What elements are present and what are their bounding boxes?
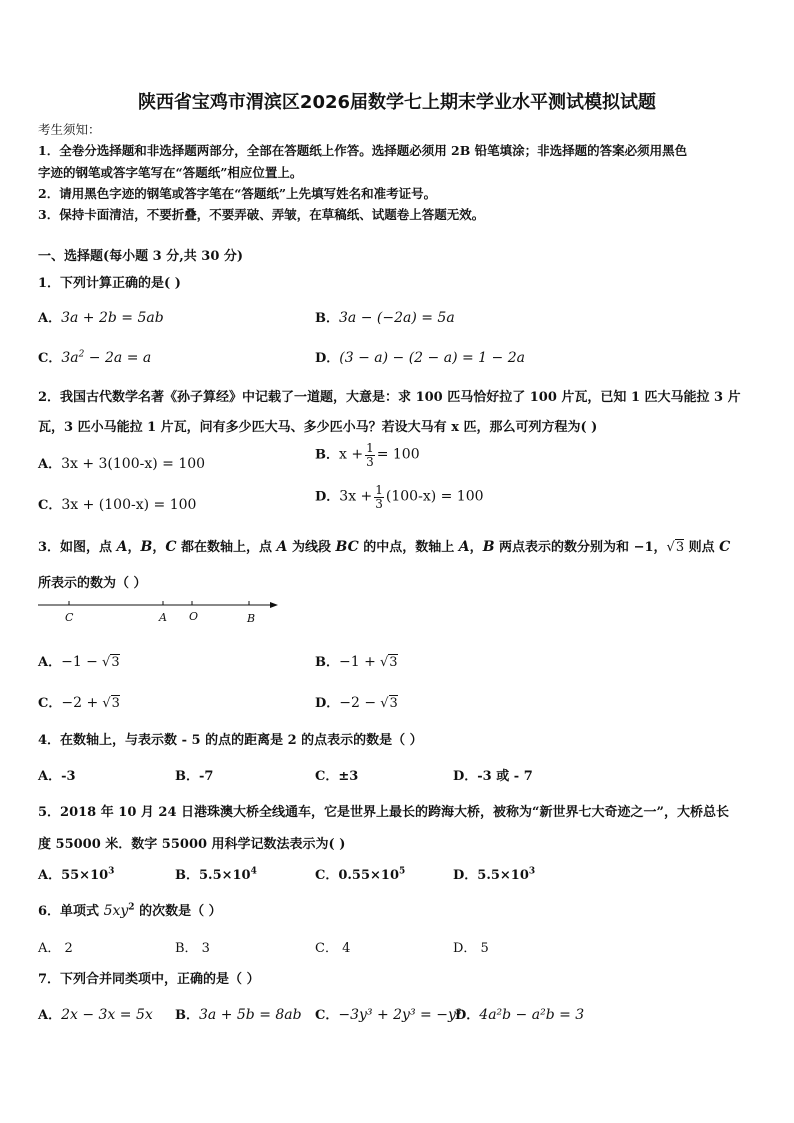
q3-c-root: 3 xyxy=(111,696,120,711)
q7-option-b: B．3a + 5b = 8ab xyxy=(175,1007,302,1023)
number-line-figure xyxy=(30,596,290,628)
page-title: 陕西省宝鸡市渭滨区2026届数学七上期末学业水平测试模拟试题 xyxy=(137,92,657,113)
q1-b-expr: 3a − (−2a) = 5a xyxy=(339,310,455,326)
q1-c-exp: 2 xyxy=(78,349,85,360)
q6-option-c: C． 4 xyxy=(315,941,351,956)
option-label: B． xyxy=(315,447,339,463)
q2-stem-1: 2．我国古代数学名著《孙子算经》中记载了一道题，大意是：求 100 匹马恰好拉了 100 片瓦，已知 1 匹大马能拉 3 片 xyxy=(38,390,741,405)
q1-option-d xyxy=(315,347,525,366)
q1-option-a xyxy=(38,307,164,326)
label-b: B xyxy=(247,612,256,625)
q3-c-pre: −2 + xyxy=(61,695,99,711)
option-label: D． xyxy=(315,696,340,711)
option-label: B． xyxy=(315,311,339,326)
q2-option-c xyxy=(38,494,196,513)
notice-line-2: 2．请用黑色字迹的钢笔或答字笔在“答题纸”上先填写姓名和准考证号。 xyxy=(38,186,437,201)
option-label: C． xyxy=(38,696,62,711)
q6-option-b: B． 3 xyxy=(175,941,210,956)
notice-heading: 考生须知： xyxy=(38,122,101,137)
q5-option-d: D．$5.5\times 10^3$ xyxy=(453,866,536,883)
q2-option-a xyxy=(38,453,205,472)
q4-stem: 4．在数轴上，与表示数 - 5 的点的距离是 2 的点表示的数是（ ） xyxy=(38,733,423,748)
q7-option-d: D．4a²b − a²b = 3 xyxy=(455,1007,585,1023)
q2-option-b xyxy=(315,442,420,468)
q2-b-post: = 100 xyxy=(376,446,420,463)
q6-option-d: D． 5 xyxy=(453,941,489,956)
option-label: A． xyxy=(38,311,62,326)
q6-option-a: A． 2 xyxy=(38,941,73,956)
q7-option-a: A．2x − 3x = 5x xyxy=(38,1007,153,1023)
label-o: O xyxy=(189,610,199,623)
option-label: A． xyxy=(38,457,62,472)
notice-line-1: 1．全卷分选择题和非选择题两部分，全部在答题纸上作答。选择题必须用 2B 铅笔填涂；非选择题的答案必须用黑色 xyxy=(38,143,688,158)
q2-d-den: 3 xyxy=(375,496,383,511)
q5-stem-2: 度 55000 米．数字 55000 用科学记数法表示为( ) xyxy=(38,837,346,852)
q4-option-c: C．±3 xyxy=(315,769,359,784)
option-label: D． xyxy=(315,489,340,505)
q3-d-pre: −2 − xyxy=(339,695,377,711)
q1-option-b xyxy=(315,307,455,326)
q3-stem-2: 所表示的数为（ ） xyxy=(38,576,147,591)
q2-stem-2: 瓦，3 匹小马能拉 1 片瓦，问有多少匹大马、多少匹小马？若设大马有 x 匹，那么可列方程为( ) xyxy=(38,420,598,435)
q7-stem: 7．下列合并同类项中，正确的是（ ） xyxy=(38,972,260,987)
q1-stem: 1．下列计算正确的是( ) xyxy=(38,276,181,291)
q3-option-d: D．−2 − √3 xyxy=(315,695,398,711)
q4-option-b: B．-7 xyxy=(175,769,214,784)
q3-option-a: A．−1 − √3 xyxy=(38,654,120,670)
option-label: C． xyxy=(38,351,62,366)
option-label: A． xyxy=(38,655,62,670)
q5-option-c: C．$0.55\times 10^5$ xyxy=(315,866,406,883)
q1-c-expr-post: − 2a = a xyxy=(84,350,152,366)
q2-b-num: 1 xyxy=(366,441,374,455)
q3-a-root: 3 xyxy=(111,655,120,670)
q2-d-num: 1 xyxy=(375,483,383,497)
q5-stem-1: 5．2018 年 10 月 24 日港珠澳大桥全线通车，它是世界上最长的跨海大桥，被称为“新世界七大奇迹之一”，大桥总长 xyxy=(38,805,729,820)
q2-b-pre: x + xyxy=(339,446,364,463)
q1-d-expr: (3 − a) − (2 − a) = 1 − 2a xyxy=(339,350,525,366)
q6-stem: 6．单项式 $5xy^2$ 的次数是（ ） xyxy=(38,902,222,919)
q1-a-expr: 3a + 2b = 5ab xyxy=(61,310,164,326)
q4-option-a: A．-3 xyxy=(38,769,76,784)
option-label: B． xyxy=(315,655,339,670)
q1-c-expr-pre: 3a xyxy=(61,350,79,366)
option-label: C． xyxy=(38,498,62,513)
notice-line-3: 3．保持卡面清洁，不要折叠，不要弄破、弄皱，在草稿纸、试题卷上答题无效。 xyxy=(38,207,485,222)
q3-a-pre: −1 − xyxy=(61,654,98,670)
q5-option-b: B．$5.5\times 10^4$ xyxy=(175,866,257,883)
label-a: A xyxy=(159,611,167,624)
q3-option-c: C．−2 + √3 xyxy=(38,695,120,711)
section-heading: 一、选择题(每小题 3 分,共 30 分) xyxy=(38,249,244,264)
q3-stem-1: 3．如图，点 A，B，C 都在数轴上，点 A 为线段 BC 的中点，数轴上 A，B 两点表示的数分别为和 −1，√3 则点 C xyxy=(38,539,731,555)
q5-option-a: A．$55\times 10^3$ xyxy=(38,866,115,883)
arrow-icon xyxy=(270,602,278,608)
q7-option-c: C．−3y³ + 2y³ = −y³ xyxy=(315,1007,462,1023)
q2-b-den: 3 xyxy=(366,454,374,469)
q2-c-expr: 3x + (100-x) = 100 xyxy=(61,497,197,513)
q1-option-c xyxy=(38,347,151,366)
q2-option-d xyxy=(315,484,484,510)
option-label: D． xyxy=(315,351,340,366)
q2-a-expr: 3x + 3(100-x) = 100 xyxy=(61,456,206,472)
q3-b-root: 3 xyxy=(389,655,398,670)
label-c: C xyxy=(65,611,74,624)
q2-d-post: (100-x) = 100 xyxy=(385,488,484,505)
q3-option-b: B．−1 + √3 xyxy=(315,654,398,670)
q3-d-root: 3 xyxy=(389,696,398,711)
q2-d-pre: 3x + xyxy=(339,488,373,505)
notice-line-1b: 字迹的钢笔或答字笔写在“答题纸”相应位置上。 xyxy=(38,165,303,180)
q4-option-d: D．-3 或 - 7 xyxy=(453,769,533,784)
q3-b-pre: −1 + xyxy=(339,654,376,670)
